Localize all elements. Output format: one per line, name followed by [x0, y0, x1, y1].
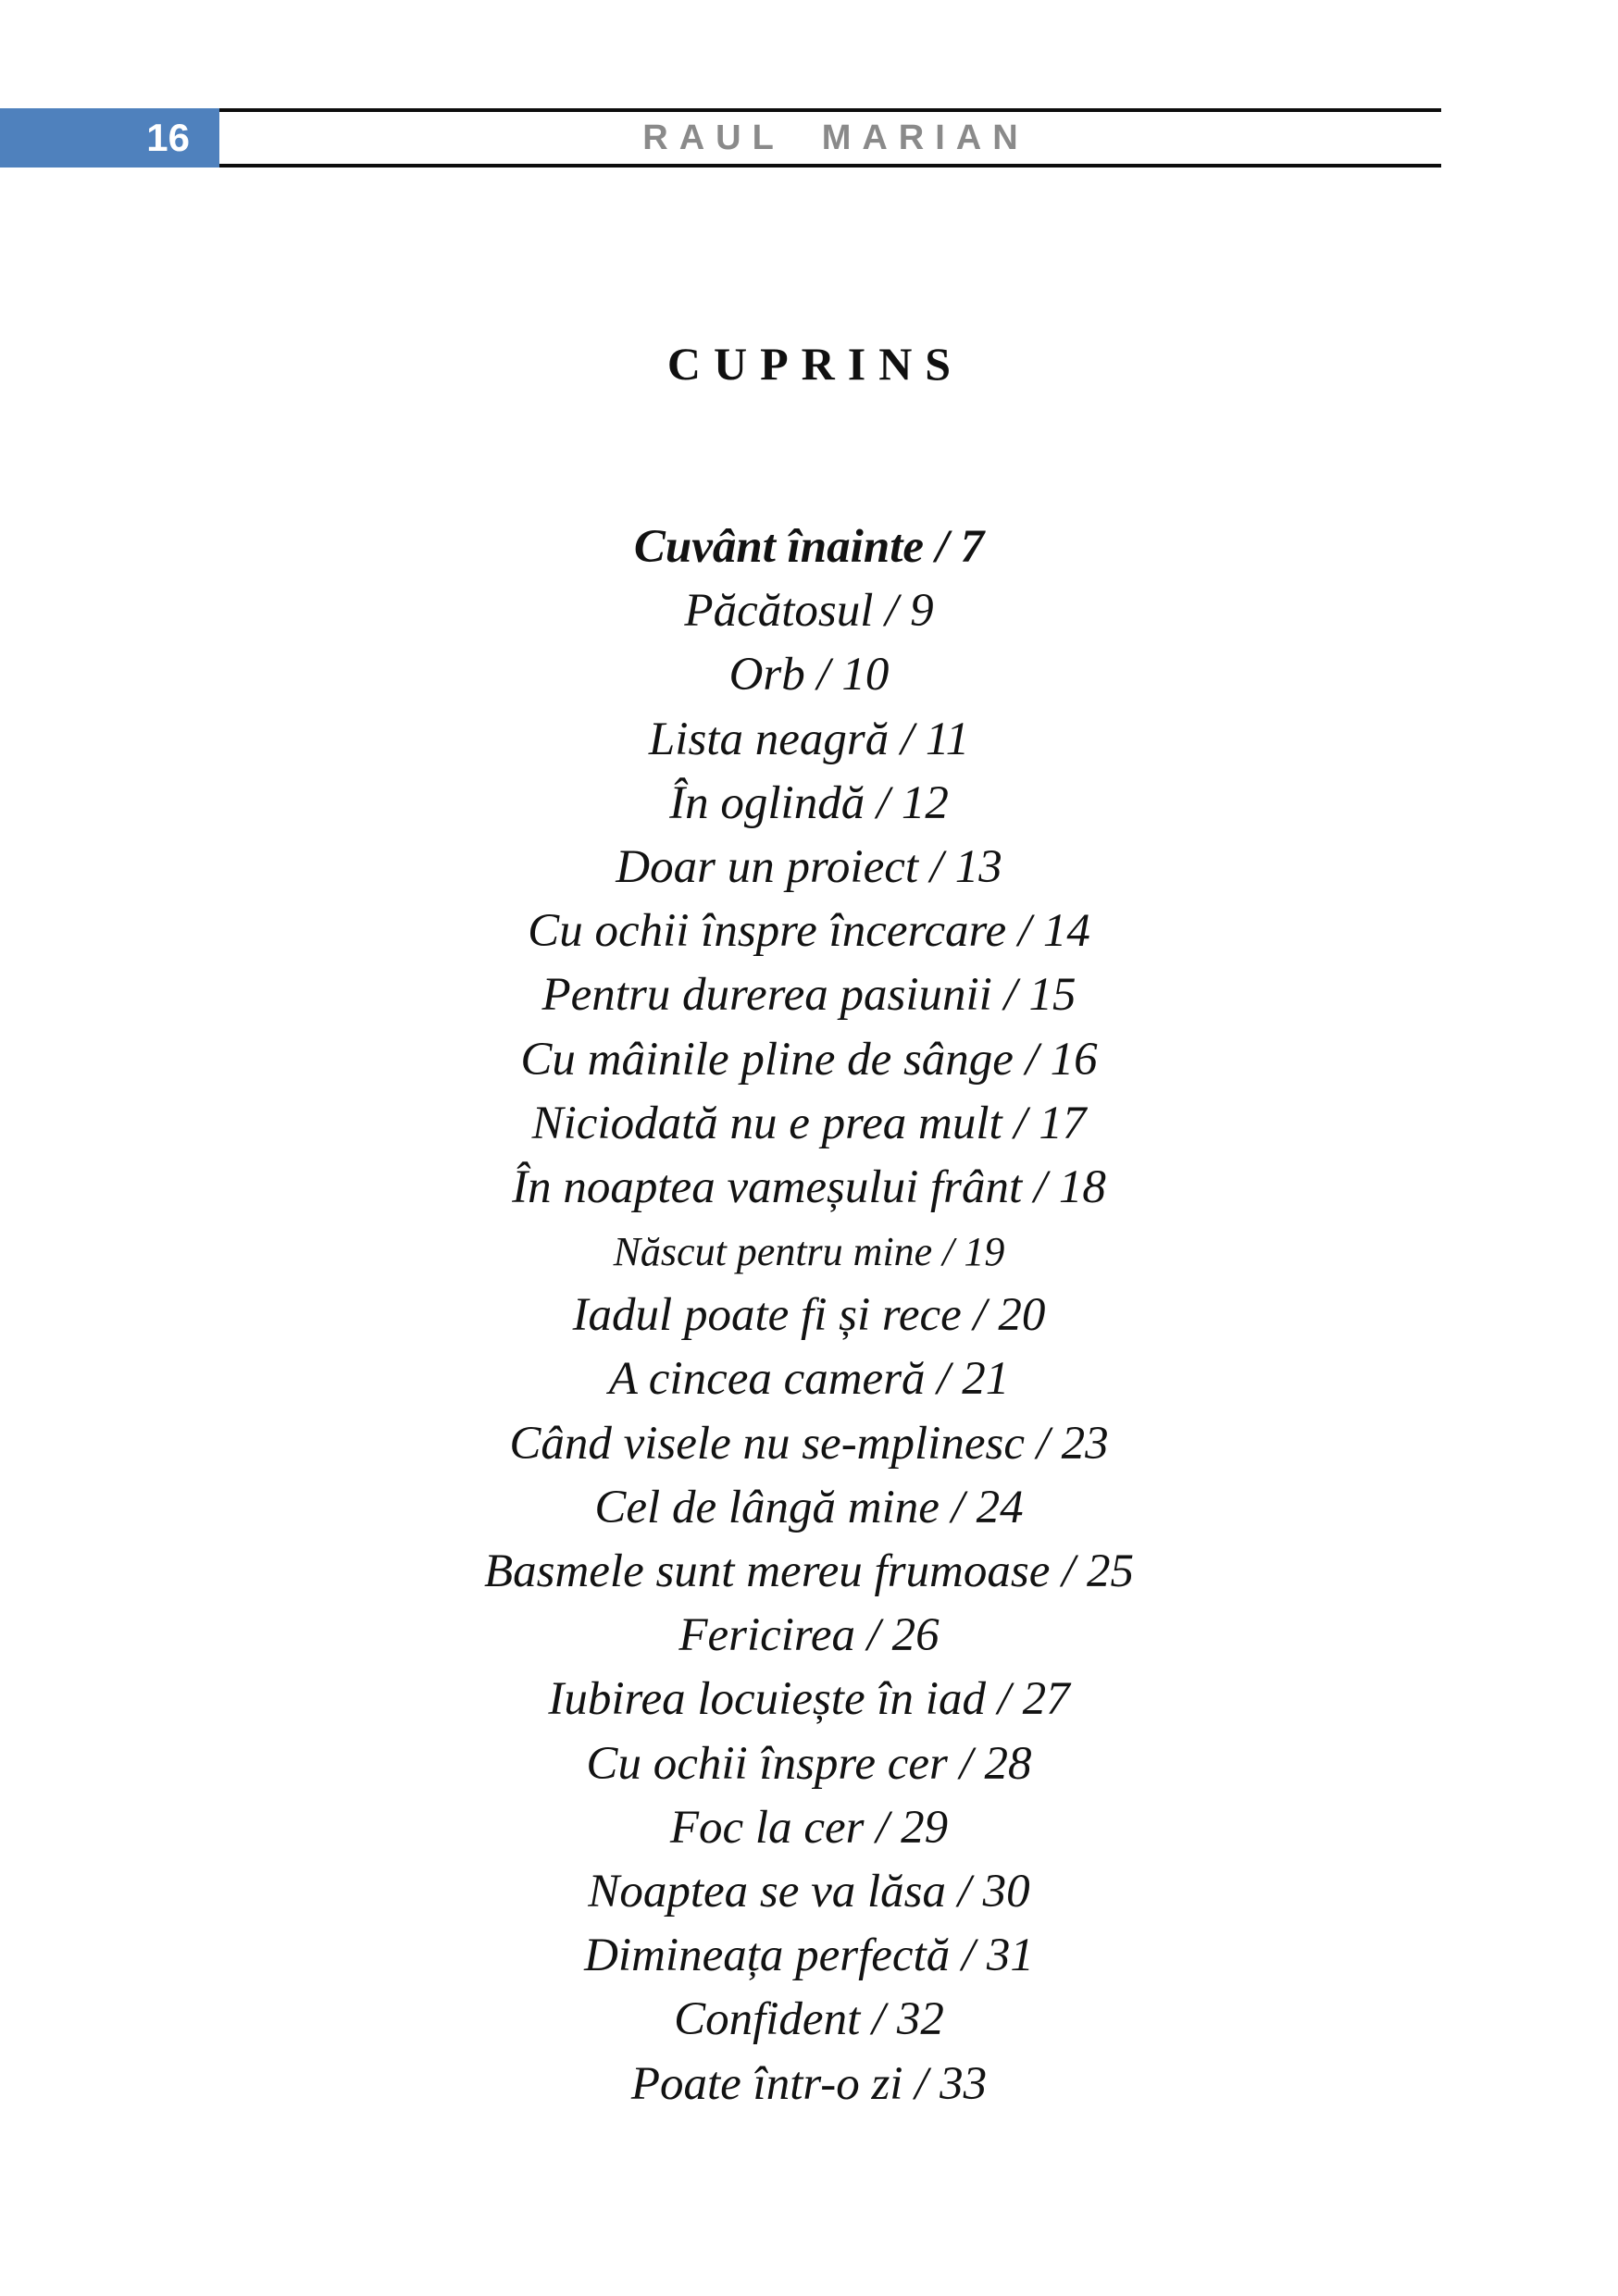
toc-entry: Poate într-o zi / 33: [630, 2057, 988, 2110]
toc-entry: Basmele sunt mereu frumoase / 25: [483, 1545, 1135, 1597]
page-title: CUPRINS: [666, 338, 965, 390]
toc-entry: Cu mâinile pline de sânge / 16: [520, 1033, 1098, 1086]
toc-entry: Cuvânt înainte / 7: [633, 521, 985, 573]
toc-entry: Cu ochii înspre încercare / 14: [528, 905, 1090, 958]
toc-entry: Când visele nu se-mplinesc / 23: [509, 1417, 1109, 1470]
page-number-tab: [0, 108, 219, 168]
toc-entry: Noaptea se va lăsa / 30: [588, 1865, 1030, 1917]
toc-entry: Pentru durerea pasiunii / 15: [541, 969, 1077, 1022]
toc-entry: Lista neagră / 11: [648, 713, 970, 765]
toc-entry: În oglindă / 12: [669, 776, 949, 829]
toc-entry: Foc la cer / 29: [669, 1801, 949, 1854]
toc-entry: Cel de lângă mine / 24: [594, 1481, 1024, 1533]
table-of-contents: [0, 515, 1618, 2116]
toc-entry: Iubirea locuiește în iad / 27: [548, 1673, 1070, 1726]
running-header-band: [219, 108, 1441, 168]
toc-entry: Niciodată nu e prea mult / 17: [531, 1097, 1087, 1149]
toc-entry: În noaptea vameșului frânt / 18: [512, 1160, 1106, 1213]
running-header-author: RAUL MARIAN: [642, 118, 1029, 157]
toc-entry: Dimineața perfectă / 31: [584, 1930, 1034, 1982]
toc-entry: Confident / 32: [674, 1993, 944, 2046]
toc-entry: Doar un proiect / 13: [616, 840, 1002, 893]
page-number: 16: [146, 116, 190, 159]
toc-entry: Fericirea / 26: [678, 1609, 940, 1662]
toc-entry: Orb / 10: [728, 649, 890, 701]
toc-entry: Cu ochii înspre cer / 28: [586, 1737, 1032, 1790]
toc-entry: Păcătosul / 9: [684, 585, 934, 638]
toc-entry: A cincea cameră / 21: [608, 1353, 1010, 1406]
toc-entry: Născut pentru mine / 19: [613, 1229, 1005, 1275]
toc-entry: Iadul poate fi și rece / 20: [572, 1289, 1046, 1342]
